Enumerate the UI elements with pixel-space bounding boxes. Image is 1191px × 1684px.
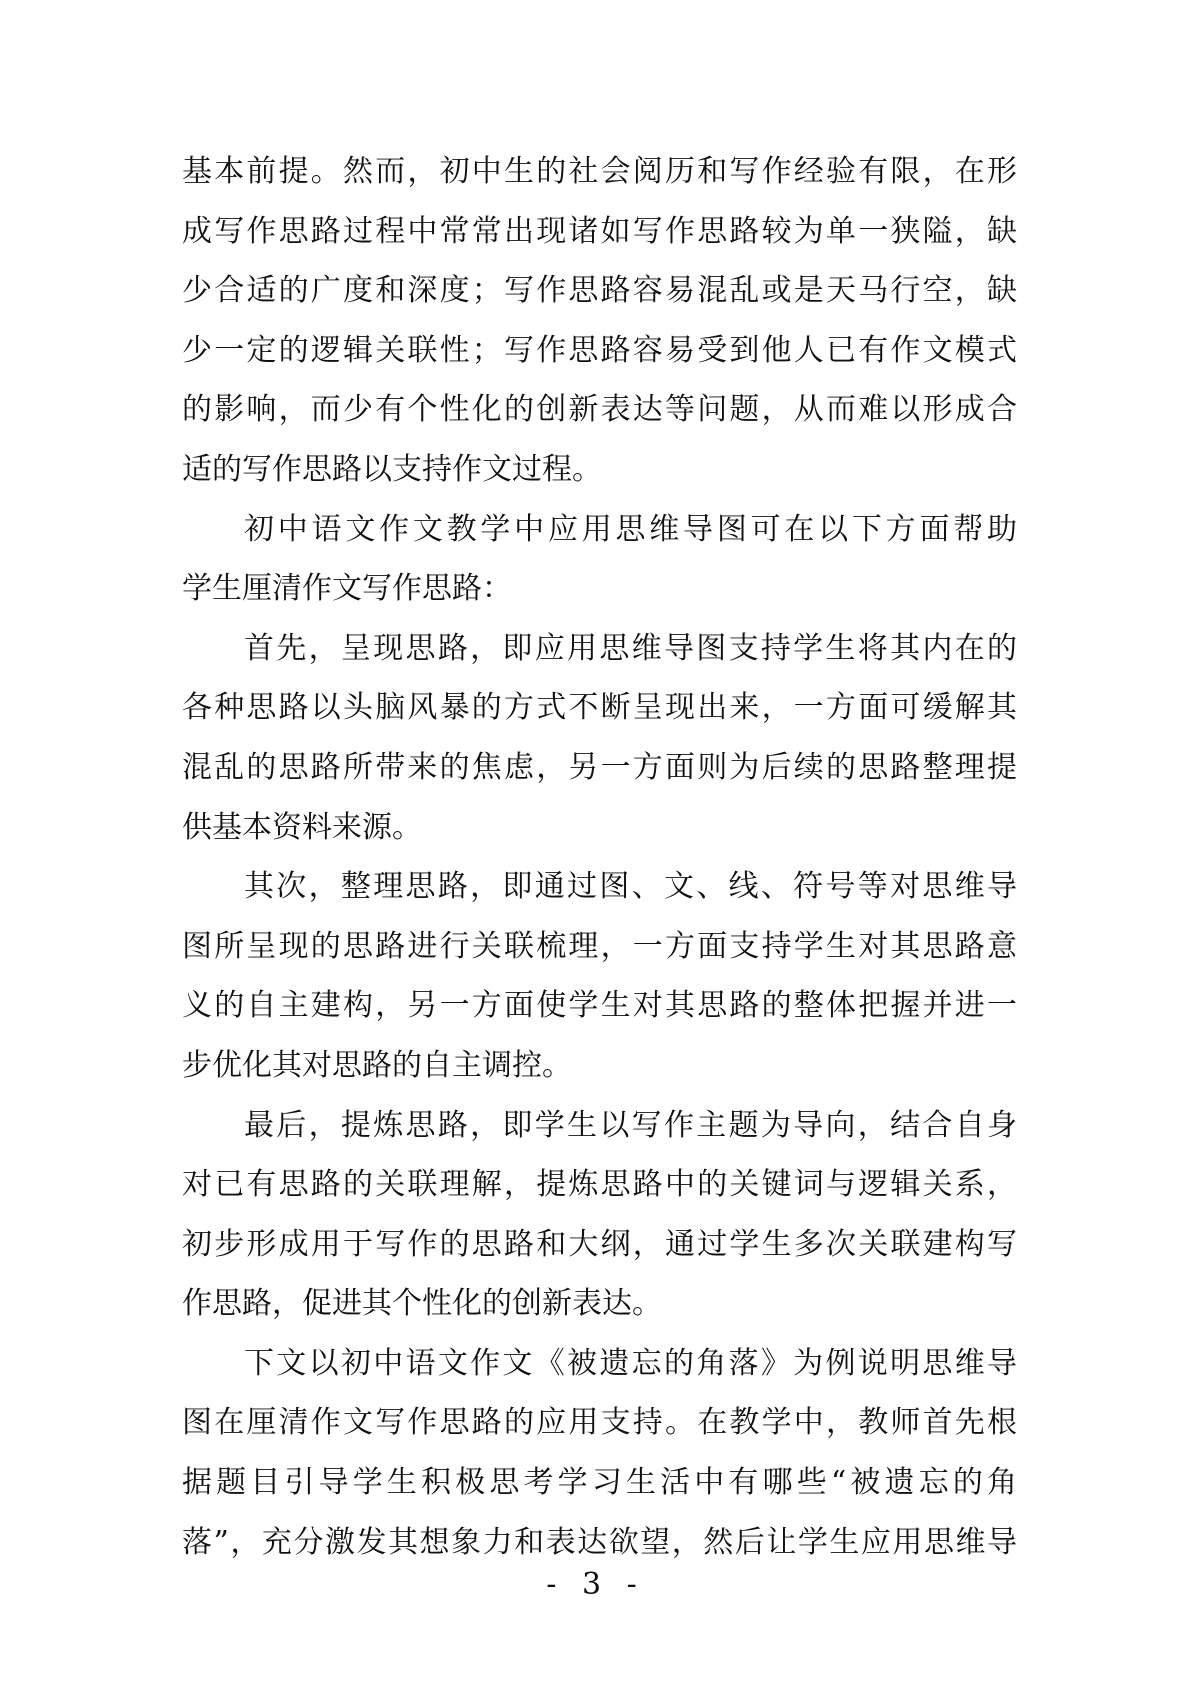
text-line: 初中语文作文教学中应用思维导图可在以下方面帮助 — [244, 511, 1017, 547]
text-line: 基本前提。然而，初中生的社会阅历和写作经验有限，在形 — [182, 154, 1017, 189]
text-line: 落”，充分激发其想象力和表达欲望，然后让学生应用思维导 — [182, 1524, 1017, 1560]
text-line: 步优化其对思路的自主调控。 — [182, 1047, 572, 1083]
text-line: 的影响，而少有个性化的创新表达等问题，从而难以形成合 — [182, 392, 1017, 428]
text-line: 最后，提炼思路，即学生以写作主题为导向，结合自身 — [244, 1107, 1017, 1143]
text-line: 作思路，促进其个性化的创新表达。 — [182, 1286, 662, 1322]
text-line: 义的自主建构，另一方面使学生对其思路的整体把握并进一 — [182, 988, 1017, 1024]
text-line: 首先，呈现思路，即应用思维导图支持学生将其内在的 — [244, 630, 1017, 666]
paragraph-3 — [182, 619, 1017, 857]
text-line: 混乱的思路所带来的焦虑，另一方面则为后续的思路整理提 — [182, 749, 1017, 785]
text-line: 下文以初中语文作文《被遗忘的角落》为例说明思维导 — [244, 1345, 1017, 1381]
text-line: 供基本资料来源。 — [182, 809, 422, 845]
paragraph-5 — [182, 1096, 1017, 1334]
text-line: 对已有思路的关联理解，提炼思路中的关键词与逻辑关系， — [182, 1167, 1017, 1203]
page-number: - 3 - — [546, 1567, 645, 1602]
text-line: 初步形成用于写作的思路和大纲，通过学生多次关联建构写 — [182, 1226, 1017, 1262]
text-line: 据题目引导学生积极思考学习生活中有哪些“被遗忘的角 — [182, 1465, 1017, 1501]
text-line: 各种思路以头脑风暴的方式不断呈现出来，一方面可缓解其 — [182, 690, 1017, 726]
text-line: 其次，整理思路，即通过图、文、线、符号等对思维导 — [244, 869, 1017, 905]
text-line: 适的写作思路以支持作文过程。 — [182, 451, 602, 487]
paragraph-6 — [182, 1334, 1017, 1572]
paragraph-4 — [182, 857, 1017, 1095]
text-line: 少合适的广度和深度；写作思路容易混乱或是天马行空，缺 — [182, 273, 1017, 309]
text-line: 图在厘清作文写作思路的应用支持。在教学中，教师首先根 — [182, 1405, 1017, 1441]
text-line: 图所呈现的思路进行关联梳理，一方面支持学生对其思路意 — [182, 928, 1017, 964]
text-line: 学生厘清作文写作思路： — [182, 571, 512, 607]
body-text — [182, 142, 1017, 1572]
text-line: 成写作思路过程中常常出现诸如写作思路较为单一狭隘，缺 — [182, 213, 1017, 249]
paragraph-2 — [182, 500, 1017, 619]
text-line: 少一定的逻辑关联性；写作思路容易受到他人已有作文模式 — [182, 332, 1017, 368]
paragraph-1 — [182, 142, 1017, 500]
